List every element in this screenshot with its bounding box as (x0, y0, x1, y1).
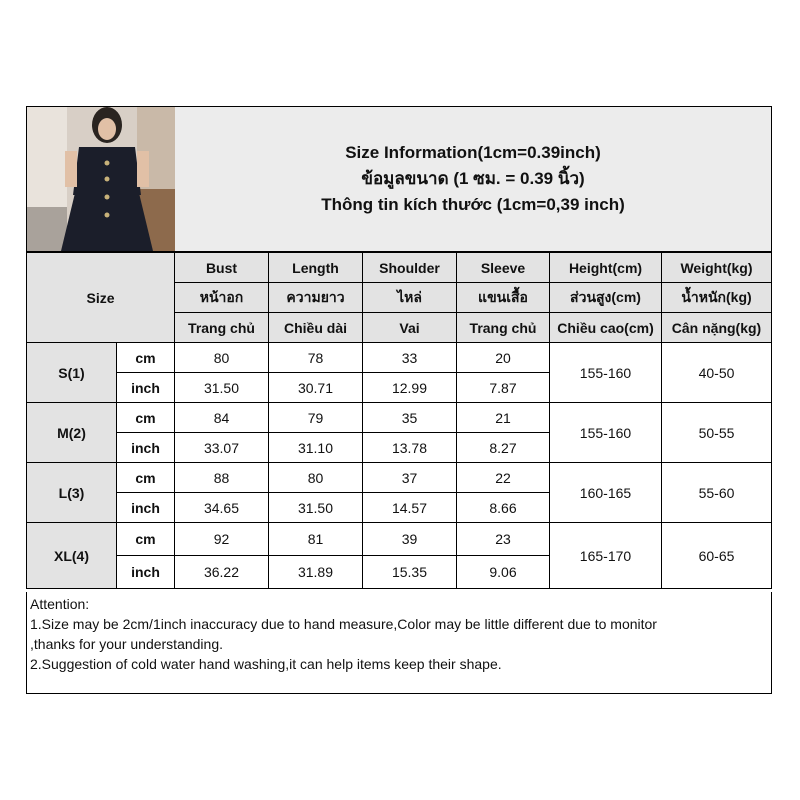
column-header: Vai (363, 313, 457, 343)
table-cell: 31.89 (269, 556, 363, 589)
unit-label: cm (117, 343, 175, 373)
table-row (27, 403, 772, 433)
size-name: L(3) (27, 463, 117, 523)
unit-label: inch (117, 433, 175, 463)
column-header: น้ำหนัก(kg) (662, 283, 772, 313)
title-block (175, 107, 771, 251)
attention-notes (26, 592, 772, 694)
table-cell: 84 (175, 403, 269, 433)
unit-label: cm (117, 463, 175, 493)
unit-label: inch (117, 373, 175, 403)
table-cell: 33.07 (175, 433, 269, 463)
height-cell: 155-160 (550, 343, 662, 403)
height-cell: 165-170 (550, 523, 662, 589)
column-header: Length (269, 253, 363, 283)
column-header: Trang chủ (175, 313, 269, 343)
column-header: ส่วนสูง(cm) (550, 283, 662, 313)
unit-label: cm (117, 403, 175, 433)
table-cell: 30.71 (269, 373, 363, 403)
column-header: Trang chủ (457, 313, 550, 343)
column-header: Height(cm) (550, 253, 662, 283)
table-cell: 80 (269, 463, 363, 493)
column-header: Bust (175, 253, 269, 283)
table-cell: 35 (363, 403, 457, 433)
table-cell: 8.66 (457, 493, 550, 523)
size-table (26, 252, 772, 589)
size-label: Size (27, 253, 175, 343)
unit-label: inch (117, 556, 175, 589)
table-cell: 81 (269, 523, 363, 556)
table-row (27, 523, 772, 556)
table-cell: 78 (269, 343, 363, 373)
table-cell: 31.50 (175, 373, 269, 403)
table-cell: 9.06 (457, 556, 550, 589)
column-header: Weight(kg) (662, 253, 772, 283)
table-cell: 13.78 (363, 433, 457, 463)
column-header: ไหล่ (363, 283, 457, 313)
title-english: Size Information(1cm=0.39inch) (345, 143, 601, 162)
table-cell: 31.10 (269, 433, 363, 463)
table-cell: 7.87 (457, 373, 550, 403)
size-chart (26, 106, 772, 694)
weight-cell: 55-60 (662, 463, 772, 523)
height-cell: 155-160 (550, 403, 662, 463)
table-cell: 8.27 (457, 433, 550, 463)
table-cell: 80 (175, 343, 269, 373)
table-cell: 15.35 (363, 556, 457, 589)
chart-header (26, 106, 772, 252)
height-cell: 160-165 (550, 463, 662, 523)
product-photo (27, 107, 175, 251)
size-name: S(1) (27, 343, 117, 403)
weight-cell: 40-50 (662, 343, 772, 403)
notes-heading: Attention: (30, 596, 90, 612)
note-line: ,thanks for your understanding. (30, 636, 224, 652)
weight-cell: 50-55 (662, 403, 772, 463)
title-thai: ข้อมูลขนาด (1 ซม. = 0.39 นิ้ว) (361, 169, 585, 188)
note-line: 1.Size may be 2cm/1inch inaccuracy due to hand measure,Color may be little different due to monitor (30, 616, 657, 632)
note-line: 2.Suggestion of cold water hand washing,it can help items keep their shape. (30, 656, 502, 672)
column-header: Chiều cao(cm) (550, 313, 662, 343)
column-header: แขนเสื้อ (457, 283, 550, 313)
column-header: ความยาว (269, 283, 363, 313)
table-cell: 20 (457, 343, 550, 373)
table-cell: 12.99 (363, 373, 457, 403)
table-cell: 92 (175, 523, 269, 556)
unit-label: cm (117, 523, 175, 556)
weight-cell: 60-65 (662, 523, 772, 589)
column-header: Sleeve (457, 253, 550, 283)
table-cell: 14.57 (363, 493, 457, 523)
column-header: Cân nặng(kg) (662, 313, 772, 343)
column-header: หน้าอก (175, 283, 269, 313)
table-cell: 33 (363, 343, 457, 373)
table-cell: 21 (457, 403, 550, 433)
unit-label: inch (117, 493, 175, 523)
table-cell: 88 (175, 463, 269, 493)
table-cell: 34.65 (175, 493, 269, 523)
size-name: M(2) (27, 403, 117, 463)
size-name: XL(4) (27, 523, 117, 589)
table-cell: 31.50 (269, 493, 363, 523)
table-cell: 79 (269, 403, 363, 433)
table-cell: 23 (457, 523, 550, 556)
table-cell: 36.22 (175, 556, 269, 589)
title-vietnamese: Thông tin kích thước (1cm=0,39 inch) (321, 195, 625, 214)
table-row (27, 343, 772, 373)
table-cell: 22 (457, 463, 550, 493)
table-cell: 37 (363, 463, 457, 493)
column-header: Shoulder (363, 253, 457, 283)
header-row-en (27, 253, 772, 283)
table-cell: 39 (363, 523, 457, 556)
table-row (27, 463, 772, 493)
column-header: Chiều dài (269, 313, 363, 343)
